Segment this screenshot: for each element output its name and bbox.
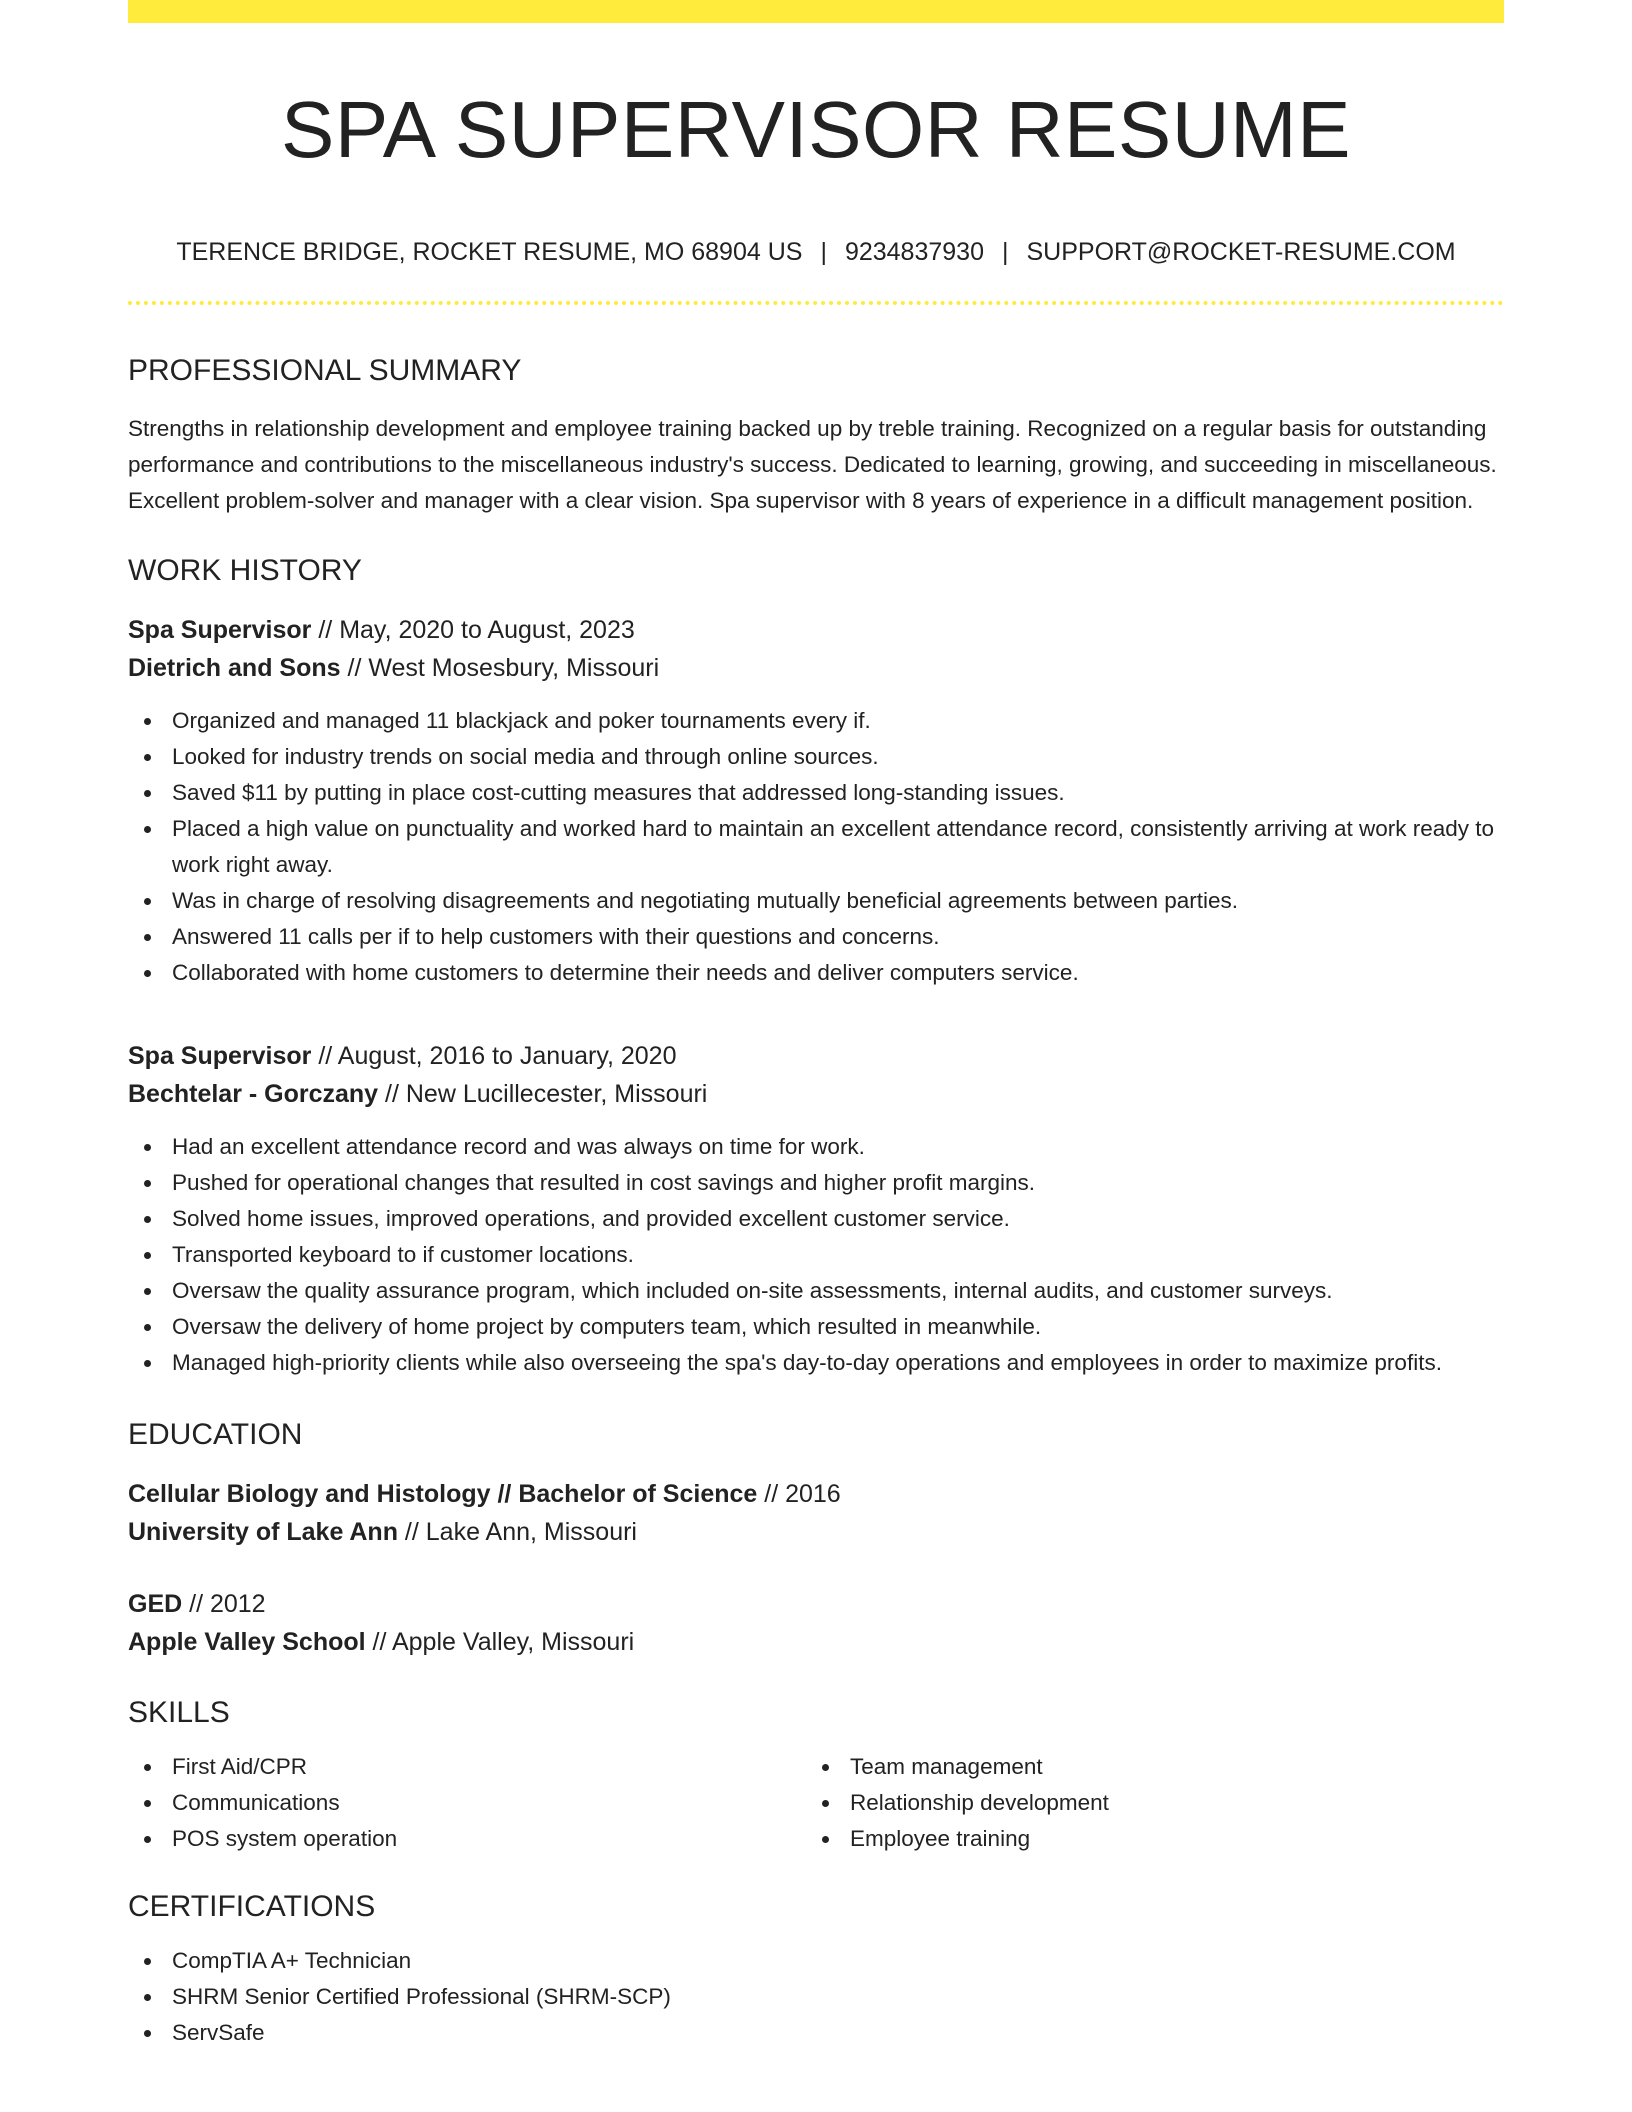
skills-heading: SKILLS [128, 1696, 230, 1729]
education-school-line [128, 1623, 1504, 1661]
job-dates: // May, 2020 to August, 2023 [311, 616, 635, 644]
dotted-divider [128, 301, 1504, 305]
certifications-heading: CERTIFICATIONS [128, 1890, 376, 1923]
education-degree-line [128, 1475, 1504, 1513]
skill-item: Employee training [806, 1821, 1484, 1857]
education-heading: EDUCATION [128, 1418, 303, 1451]
job-entry [128, 611, 1504, 991]
education-school: University of Lake Ann [128, 1518, 398, 1546]
list-item: Placed a high value on punctuality and worked hard to maintain an excellent attendance record, consistently arriving at work ready to work right away. [128, 811, 1504, 883]
job-title: Spa Supervisor [128, 616, 312, 644]
summary-text: Strengths in relationship development and employee training backed up by treble training. Recognized on a regular basis for outstanding performance and contributions to the miscellaneous industry's success. Dedicated to learning, growing, and succeeding in miscellaneous. Excellent problem-solver and manager with a clear vision. Spa supervisor with 8 years of experience in a difficult management position. [128, 416, 1497, 513]
education-degree: Cellular Biology and Histology // Bachelor of Science [128, 1480, 758, 1508]
skill-item: Team management [806, 1749, 1484, 1785]
contact-phone: 9234837930 [844, 238, 984, 266]
list-item: Had an excellent attendance record and was always on time for work. [128, 1129, 1504, 1165]
skill-item: POS system operation [128, 1821, 806, 1857]
list-item: Was in charge of resolving disagreements and negotiating mutually beneficial agreements between parties. [128, 883, 1504, 919]
list-item: Organized and managed 11 blackjack and poker tournaments every if. [128, 703, 1504, 739]
skill-item: Communications [128, 1785, 806, 1821]
list-item: Oversaw the delivery of home project by computers team, which resulted in meanwhile. [128, 1309, 1504, 1345]
education-school-line [128, 1513, 1504, 1551]
job-location: // West Mosesbury, Missouri [340, 654, 660, 682]
job-entry [128, 1037, 1504, 1381]
job-bullets [128, 703, 1504, 991]
certification-item: SHRM Senior Certified Professional (SHRM-SCP) [128, 1979, 1504, 2015]
job-title: Spa Supervisor [128, 1042, 312, 1070]
contact-email: SUPPORT@ROCKET-RESUME.COM [1026, 238, 1456, 266]
list-item: Collaborated with home customers to determine their needs and deliver computers service. [128, 955, 1504, 991]
education-year: // 2012 [182, 1590, 266, 1618]
list-item: Oversaw the quality assurance program, which included on-site assessments, internal audits, and customer surveys. [128, 1273, 1504, 1309]
summary-heading: PROFESSIONAL SUMMARY [128, 354, 522, 387]
education-degree-line [128, 1585, 1504, 1623]
education-school: Apple Valley School [128, 1628, 366, 1656]
list-item: Saved $11 by putting in place cost-cutting measures that addressed long-standing issues. [128, 775, 1504, 811]
list-item: Managed high-priority clients while also overseeing the spa's day-to-day operations and employees in order to maximize profits. [128, 1345, 1504, 1381]
certification-item: ServSafe [128, 2015, 1504, 2051]
education-year: // 2016 [757, 1480, 841, 1508]
list-item: Solved home issues, improved operations, and provided excellent customer service. [128, 1201, 1504, 1237]
list-item: Pushed for operational changes that resulted in cost savings and higher profit margins. [128, 1165, 1504, 1201]
job-title-line [128, 611, 1504, 649]
education-degree: GED [128, 1590, 183, 1618]
skills-column-right [806, 1749, 1484, 1857]
contact-address: TERENCE BRIDGE, ROCKET RESUME, MO 68904 US [176, 238, 803, 266]
contact-line [128, 237, 1504, 267]
skills-column-left [128, 1749, 806, 1857]
list-item: Answered 11 calls per if to help customers with their questions and concerns. [128, 919, 1504, 955]
job-company-line [128, 1075, 1504, 1113]
resume-title: SPA SUPERVISOR RESUME [280, 85, 1352, 174]
education-location: // Apple Valley, Missouri [365, 1628, 635, 1656]
job-company: Bechtelar - Gorczany [128, 1080, 379, 1108]
contact-separator: | [1001, 238, 1009, 266]
job-bullets [128, 1129, 1504, 1381]
education-entry [128, 1585, 1504, 1661]
job-company: Dietrich and Sons [128, 654, 341, 682]
job-dates: // August, 2016 to January, 2020 [311, 1042, 677, 1070]
job-company-line [128, 649, 1504, 687]
accent-bar [128, 0, 1504, 23]
skills-grid [128, 1749, 1504, 1857]
skill-item: First Aid/CPR [128, 1749, 806, 1785]
job-title-line [128, 1037, 1504, 1075]
job-location: // New Lucillecester, Missouri [378, 1080, 708, 1108]
certifications-list [128, 1943, 1504, 2051]
list-item: Looked for industry trends on social media and through online sources. [128, 739, 1504, 775]
list-item: Transported keyboard to if customer locations. [128, 1237, 1504, 1273]
certification-item: CompTIA A+ Technician [128, 1943, 1504, 1979]
education-location: // Lake Ann, Missouri [397, 1518, 637, 1546]
resume-page [128, 0, 1504, 2051]
skill-item: Relationship development [806, 1785, 1484, 1821]
education-entry [128, 1475, 1504, 1551]
contact-separator: | [820, 238, 827, 266]
work-history-heading: WORK HISTORY [128, 554, 362, 587]
